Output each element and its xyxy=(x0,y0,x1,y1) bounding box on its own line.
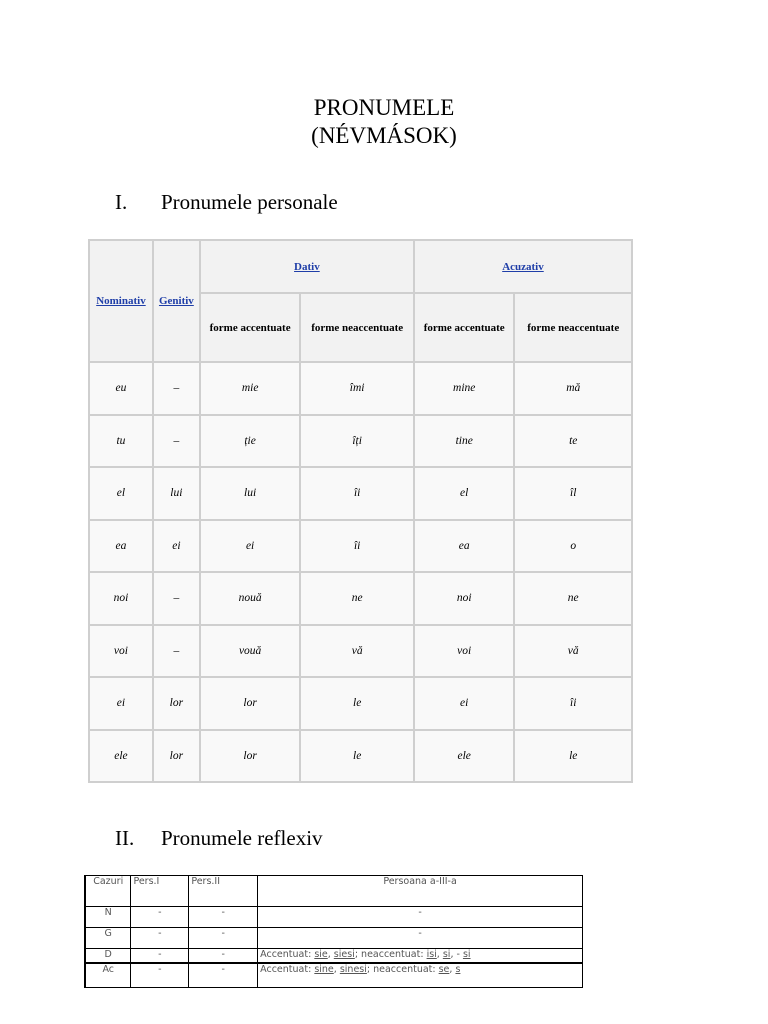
dativ-neaccentuate-cell: vă xyxy=(300,625,414,677)
header-pers1: Pers.I xyxy=(131,876,189,907)
form-link[interactable]: sie xyxy=(314,949,328,960)
dativ-neaccentuate-cell: îi xyxy=(300,520,414,572)
acuzativ-accentuate-cell: mine xyxy=(414,362,515,414)
separator: , xyxy=(327,949,334,960)
nominativ-cell: ea xyxy=(89,520,153,572)
pers1-cell: - xyxy=(131,949,189,963)
pers1-cell: - xyxy=(131,928,189,949)
genitiv-cell: – xyxy=(153,625,200,677)
title-line-1: PRONUMELE xyxy=(313,95,455,120)
genitiv-cell: – xyxy=(153,415,200,467)
pers1-cell: - xyxy=(131,963,189,988)
pers3-cell: - xyxy=(258,928,583,949)
genitiv-cell: ei xyxy=(153,520,200,572)
case-cell: Ac xyxy=(85,963,131,988)
acuzativ-accentuate-cell: tine xyxy=(414,415,515,467)
table-row xyxy=(85,949,583,963)
section-number: II. xyxy=(115,826,135,850)
dativ-accentuate-cell: lui xyxy=(200,467,301,519)
dativ-neaccentuate-cell: le xyxy=(300,677,414,729)
label-text: ; neaccentuat: xyxy=(354,949,427,960)
dativ-neaccentuate-cell: îmi xyxy=(300,362,414,414)
form-link[interactable]: se xyxy=(438,963,450,975)
acuzativ-neaccentuate-cell: mă xyxy=(514,362,632,414)
header-nominativ-link[interactable]: Nominativ xyxy=(89,240,153,362)
separator: , xyxy=(333,963,340,975)
dativ-accentuate-cell: nouă xyxy=(200,572,301,624)
dativ-accentuate-cell: mie xyxy=(200,362,301,414)
acuzativ-neaccentuate-cell: le xyxy=(514,730,632,782)
nominativ-cell: ele xyxy=(89,730,153,782)
section-label: Pronumele reflexiv xyxy=(161,826,323,850)
header-acuzativ-link[interactable]: Acuzativ xyxy=(414,240,632,293)
separator: , xyxy=(436,949,443,960)
separator: , - xyxy=(450,949,463,960)
dativ-neaccentuate-cell: îi xyxy=(300,467,414,519)
table-row xyxy=(89,362,632,414)
case-cell: D xyxy=(85,949,131,963)
table-header-row xyxy=(89,240,632,293)
form-link[interactable]: s xyxy=(455,963,461,975)
table-row xyxy=(89,730,632,782)
nominativ-cell: el xyxy=(89,467,153,519)
acuzativ-neaccentuate-cell: te xyxy=(514,415,632,467)
table-row xyxy=(89,467,632,519)
page-title xyxy=(0,94,768,150)
pers3-cell xyxy=(258,949,583,963)
form-link[interactable]: sine xyxy=(314,963,334,975)
case-cell: N xyxy=(85,907,131,928)
form-link[interactable]: isi xyxy=(426,949,437,960)
pers2-cell: - xyxy=(189,928,258,949)
table-header-row xyxy=(85,876,583,907)
label-text: ; neaccentuat: xyxy=(366,963,439,975)
acuzativ-neaccentuate-cell: vă xyxy=(514,625,632,677)
form-link[interactable]: siesi xyxy=(333,949,355,960)
pers3-cell xyxy=(258,963,583,988)
nominativ-cell: eu xyxy=(89,362,153,414)
acuzativ-neaccentuate-cell: o xyxy=(514,520,632,572)
label-text: Accentuat: xyxy=(260,949,315,960)
acuzativ-accentuate-cell: noi xyxy=(414,572,515,624)
acuzativ-accentuate-cell: ea xyxy=(414,520,515,572)
table-row xyxy=(89,677,632,729)
acuzativ-neaccentuate-cell: îi xyxy=(514,677,632,729)
acuzativ-neaccentuate-cell: îl xyxy=(514,467,632,519)
nominativ-cell: ei xyxy=(89,677,153,729)
form-link[interactable]: si xyxy=(442,949,451,960)
nominativ-cell: voi xyxy=(89,625,153,677)
case-cell: G xyxy=(85,928,131,949)
acuzativ-accentuate-cell: ei xyxy=(414,677,515,729)
genitiv-cell: lor xyxy=(153,677,200,729)
header-pers2: Pers.II xyxy=(189,876,258,907)
form-link[interactable]: si xyxy=(462,949,471,960)
dativ-accentuate-cell: lor xyxy=(200,677,301,729)
separator: , xyxy=(449,963,456,975)
genitiv-cell: – xyxy=(153,572,200,624)
dativ-neaccentuate-cell: le xyxy=(300,730,414,782)
pers2-cell: - xyxy=(189,963,258,988)
title-line-2: (NÉVMÁSOK) xyxy=(311,123,457,148)
acuzativ-accentuate-cell: el xyxy=(414,467,515,519)
table-row xyxy=(89,572,632,624)
dativ-neaccentuate-cell: îți xyxy=(300,415,414,467)
acuzativ-accentuate-cell: voi xyxy=(414,625,515,677)
personal-pronoun-table xyxy=(88,239,633,783)
header-cazuri: Cazuri xyxy=(85,876,131,907)
table-row xyxy=(89,625,632,677)
section-heading-reflexive xyxy=(115,826,323,850)
pers3-cell: - xyxy=(258,907,583,928)
header-dativ-accentuate: forme accentuate xyxy=(200,293,301,362)
header-dativ-neaccentuate: forme neaccentuate xyxy=(300,293,414,362)
section-number: I. xyxy=(115,190,128,214)
pers2-cell: - xyxy=(189,907,258,928)
pers2-cell: - xyxy=(189,949,258,963)
header-pers3: Persoana a-III-a xyxy=(258,876,583,907)
table-row xyxy=(85,907,583,928)
dativ-accentuate-cell: ție xyxy=(200,415,301,467)
section-label: Pronumele personale xyxy=(161,190,338,214)
pers1-cell: - xyxy=(131,907,189,928)
genitiv-cell: lor xyxy=(153,730,200,782)
table-row xyxy=(89,520,632,572)
label-text: Accentuat: xyxy=(260,963,315,975)
acuzativ-accentuate-cell: ele xyxy=(414,730,515,782)
genitiv-cell: lui xyxy=(153,467,200,519)
dativ-accentuate-cell: lor xyxy=(200,730,301,782)
section-heading-personal xyxy=(115,190,338,214)
header-genitiv-link[interactable]: Genitiv xyxy=(153,240,200,362)
dativ-neaccentuate-cell: ne xyxy=(300,572,414,624)
dativ-accentuate-cell: ei xyxy=(200,520,301,572)
reflexive-pronoun-table xyxy=(84,875,583,988)
table-row xyxy=(85,963,583,988)
nominativ-cell: tu xyxy=(89,415,153,467)
genitiv-cell: – xyxy=(153,362,200,414)
acuzativ-neaccentuate-cell: ne xyxy=(514,572,632,624)
table-row xyxy=(85,928,583,949)
nominativ-cell: noi xyxy=(89,572,153,624)
form-link[interactable]: sinesi xyxy=(339,963,367,975)
table-row xyxy=(89,415,632,467)
header-acuzativ-neaccentuate: forme neaccentuate xyxy=(514,293,632,362)
header-acuzativ-accentuate: forme accentuate xyxy=(414,293,515,362)
header-dativ-link[interactable]: Dativ xyxy=(200,240,414,293)
dativ-accentuate-cell: vouă xyxy=(200,625,301,677)
